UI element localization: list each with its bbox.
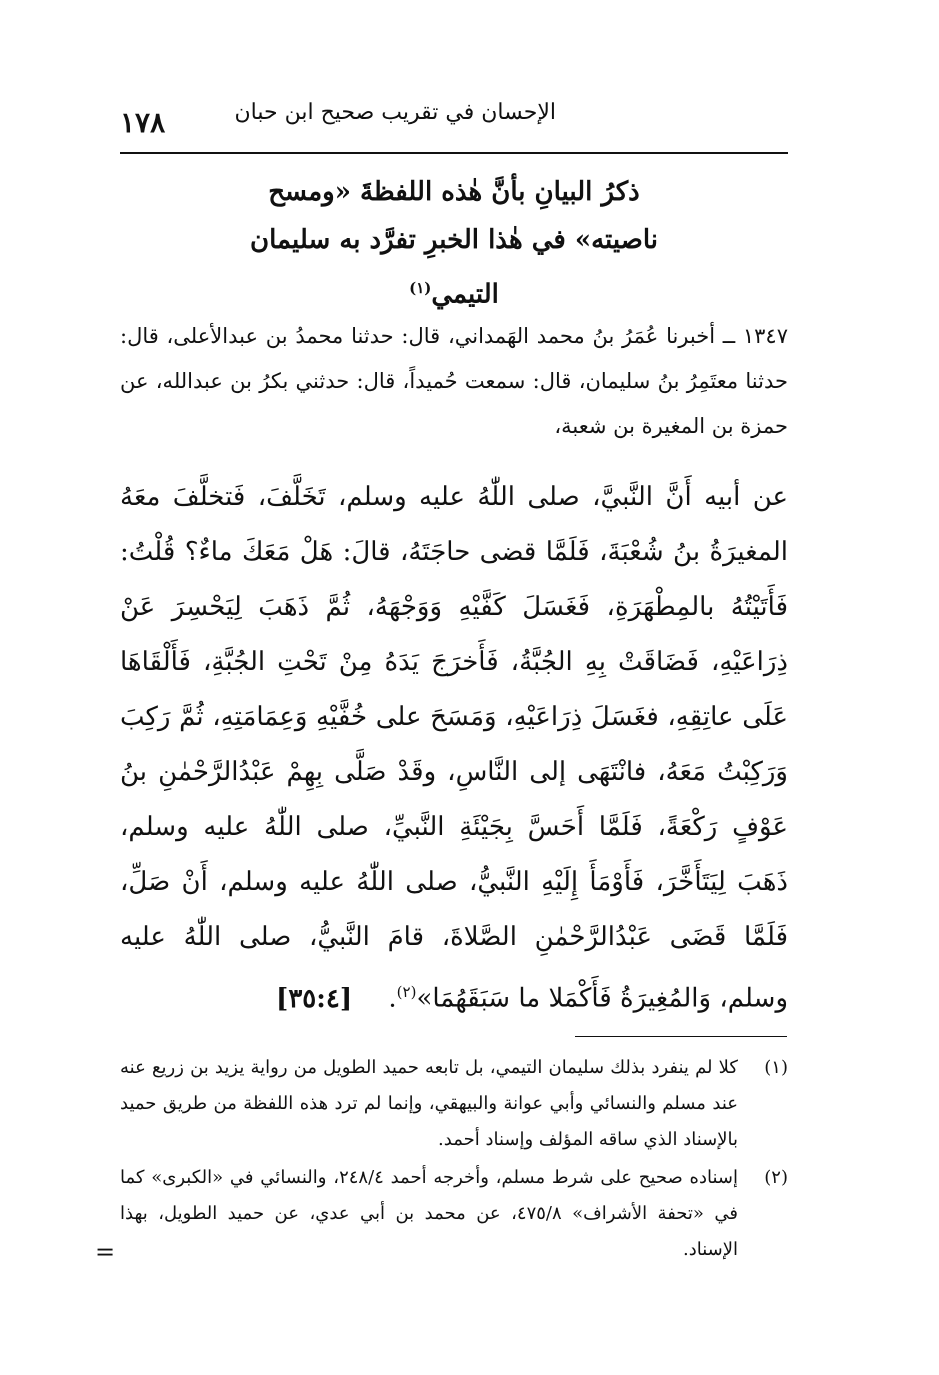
page-header xyxy=(120,92,788,142)
page-number: ١٧٨ xyxy=(120,106,166,139)
continuation-mark: = xyxy=(95,1238,116,1266)
footnote-1 xyxy=(120,1050,788,1158)
footnote-ref-1: (١) xyxy=(409,279,432,297)
chapter-heading-text: ذكرُ البيانِ بأنَّ هٰذه اللفظةَ «ومسح ناصيته» في هٰذا الخبرِ تفرَّد به سليمان التيمي xyxy=(249,177,658,310)
footnote-2 xyxy=(120,1160,788,1268)
header-rule xyxy=(120,152,788,154)
footnotes xyxy=(120,1050,788,1270)
chapter-heading xyxy=(250,168,658,319)
hadith-isnad: ١٣٤٧ ــ أخبرنا عُمَرُ بنُ محمد الهَمداني، قال: حدثنا محمدُ بن عبدالأعلى، قال: حدثنا معتَمِرُ بنُ سليمان، قال: سمعت حُميداً، قال: حدثني بكرُ بن عبدالله، عن حمزة بن المغيرة بن شعبة، xyxy=(120,324,788,438)
footnote-ref-2: (٢) xyxy=(396,983,417,1001)
footnote-marker: (٢) xyxy=(764,1167,788,1188)
footnote-text: إسناده صحيح على شرط مسلم، وأخرجه أحمد ٢٤٨/٤، والنسائي في «الكبرى» كما في «تحفة الأشراف» ٤٧٥/٨، عن محمد بن أبي عدي، عن حميد الطويل، بهذا الإسناد. xyxy=(120,1167,739,1260)
hadith-body: عن أبيه أَنَّ النَّبيَّ، صلى اللّٰهُ عليه وسلم، تَخَلَّفَ، فَتخلَّفَ معَهُ المغيرَةُ بنُ شُعْبَةَ، فَلَمَّا قضى حاجَتَهُ، قالَ: هَلْ مَعَكَ ماءٌ؟ قُلْتُ: فَأَتَيْتُهُ بالمِطْهَرَةِ، فَغَسَلَ كَفَّيْهِ وَوَجْهَهُ، ثُمَّ ذَهَبَ لِيَحْسِرَ عَنْ ذِرَاعَيْهِ، فَضَاقَتْ بِهِ الجُبَّةُ، فَأَخرَجَ يَدَهُ مِنْ تَحْتِ الجُبَّةِ، فَأَلْقَاهَا عَلَى عاتِقِهِ، فغَسَلَ ذِرَاعَيْهِ، وَمَسَحَ على خُفَّيْهِ وَعِمَامَتِهِ، ثُمَّ رَكِبَ وَرَكِبْتُ مَعَهُ، فانْتَهَى إلى النَّاسِ، وقَدْ صَلَّى بِهِمْ عَبْدُالرَّحْمٰنِ بنُ عَوْفٍ رَكْعَةً، فَلَمَّا أَحَسَّ بِجَيْئَةِ النَّبيِّ، صلى اللّٰهُ عليه وسلم، ذَهَبَ لِيَتَأَخَّرَ، فَأَوْمَأَ إِلَيْهِ النَّبيُّ، صلى اللّٰهُ عليه وسلم، أَنْ صَلِّ، فَلَمَّا قَضَى عَبْدُالرَّحْمٰنِ الصَّلاةَ، قامَ النَّبيُّ، صلى اللّٰهُ عليه وسلم، وَالمُغِيرَةُ فَأَكْمَلا ما سَبَقَهُمَا» xyxy=(120,482,788,1014)
hadith-text: عن أبيه أَنَّ النَّبيَّ، صلى اللّٰهُ عليه وسلم، تَخَلَّفَ، فَتخلَّفَ معَهُ المغيرَةُ بنُ شُعْبَةَ، فَلَمَّا قضى حاجَتَهُ، قالَ: هَلْ مَعَكَ ماءٌ؟ قُلْتُ: فَأَتَيْتُهُ بالمِطْهَرَةِ، فَغَسَلَ كَفَّيْهِ وَوَجْهَهُ، ثُمَّ ذَهَبَ لِيَحْسِرَ عَنْ ذِرَاعَيْهِ، فَضَاقَتْ بِهِ الجُبَّةُ، فَأَخرَجَ يَدَهُ مِنْ تَحْتِ الجُبَّةِ، فَأَلْقَاهَا عَلَى عاتِقِهِ، فغَسَلَ ذِرَاعَيْهِ، وَمَسَحَ على خُفَّيْهِ وَعِمَامَتِهِ، ثُمَّ رَكِبَ وَرَكِبْتُ مَعَهُ، فانْتَهَى إلى النَّاسِ، وقَدْ صَلَّى بِهِمْ عَبْدُالرَّحْمٰنِ بنُ عَوْفٍ رَكْعَةً، فَلَمَّا أَحَسَّ بِجَيْئَةِ النَّبيِّ، صلى اللّٰهُ عليه وسلم، ذَهَبَ لِيَتَأَخَّرَ، فَأَوْمَأَ إِلَيْهِ النَّبيُّ، صلى اللّٰهُ عليه وسلم، أَنْ صَلِّ، فَلَمَّا قَضَى عَبْدُالرَّحْمٰنِ الصَّلاةَ، قامَ النَّبيُّ، صلى اللّٰهُ عليه وسلم، وَالمُغِيرَةُ فَأَكْمَلا ما سَبَقَهُمَا»$^{(٢)}$. [٣٥:٤] xyxy=(120,470,788,1027)
running-title: الإحسان في تقريب صحيح ابن حبان xyxy=(234,100,556,125)
hadith-citation: [٣٥:٤] xyxy=(276,983,353,1014)
footnote-rule xyxy=(575,1036,787,1037)
footnote-text: كلا لم ينفرد بذلك سليمان التيمي، بل تابعه حميد الطويل من رواية يزيد بن زريع عنه عند مسلم والنسائي وأبي عوانة والبيهقي، وإنما لم ترد هذه اللفظة من طريق حميد بالإسناد الذي ساقه المؤلف وإسناد أحمد. xyxy=(120,1057,738,1150)
footnote-marker: (١) xyxy=(764,1057,788,1078)
